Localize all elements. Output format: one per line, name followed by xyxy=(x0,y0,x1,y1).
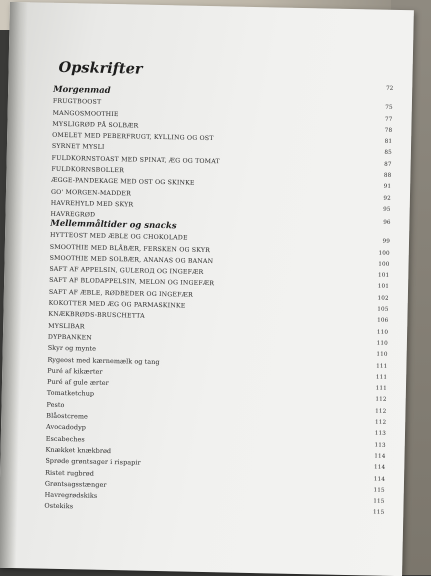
toc-row: DYPBANKEN 110 xyxy=(47,333,388,347)
toc-row: MANGOSMOOTHIE 77 xyxy=(52,109,393,123)
page-title: Opskrifter xyxy=(58,58,143,78)
toc-row: SMOOTHIE MED BLÅBÆR, FERSKEN OG SKYR 100 xyxy=(49,243,390,257)
toc-row: KOKOTTER MED ÆG OG PARMASKINKE 105 xyxy=(48,299,389,313)
toc-row: MYSLIGRØD PÅ SOLBÆR 78 xyxy=(52,120,393,134)
toc-row: HYTTEOST MED ÆBLE OG CHOKOLADE 99 xyxy=(50,232,391,246)
toc-row: ÆGGE-PANDEKAGE MED OST OG SKINKE 91 xyxy=(51,177,392,191)
toc-row: Sprøde grøntsager i rispapir 114 xyxy=(45,456,386,472)
book-page xyxy=(0,2,414,576)
toc-row: FRUGTBOOST 75 xyxy=(52,98,393,112)
section-heading: Morgenmad 72 xyxy=(53,84,394,96)
toc-row: Tomatketchup 112 xyxy=(46,389,387,404)
toc-row: HAVREHYLD MED SKYR 95 xyxy=(50,199,391,213)
toc-row: FULDKORNSTOAST MED SPINAT, ÆG OG TOMAT 87 xyxy=(51,154,392,168)
section-page-number: 96 xyxy=(383,219,391,226)
toc-row: Rygeost med kærnemælk og tang 111 xyxy=(47,355,388,370)
toc-row: SYRNET MYSLI 85 xyxy=(51,143,392,157)
toc-row: OMELET MED PEBERFRUGT, KYLLING OG OST 81 xyxy=(52,131,393,146)
section-page-number: 72 xyxy=(386,85,394,92)
toc-row: Avocadodyp 113 xyxy=(45,423,387,438)
toc-row: Escabeches 113 xyxy=(45,434,386,449)
toc-row: Ostekiks 115 xyxy=(44,502,385,517)
toc-row: Ristet rugbrød 114 xyxy=(45,468,386,483)
toc-row: KNÆKBRØDS-BRUSCHETTA 106 xyxy=(48,311,389,325)
toc-row: Blåostcreme 112 xyxy=(46,411,387,426)
section-morgenmad xyxy=(50,85,393,228)
toc-row: Knækket knækbrød 114 xyxy=(45,445,386,460)
toc-row: Grøntsagsstænger 115 xyxy=(44,479,385,494)
toc-row: HAVREGRØD xyxy=(50,210,96,219)
toc-row: FULDKORNSBOLLER 88 xyxy=(51,165,392,179)
toc-row: MYSLIBAR 110 xyxy=(48,322,389,336)
toc-row: Skyr og mynte 110 xyxy=(47,343,388,359)
toc-row: SAFT AF APPELSIN, GULERОД OG INGEFÆR 101 xyxy=(49,265,390,280)
toc-row: SAFT AF BLODAPPELSIN, MELON OG INGEFÆR 101 xyxy=(49,277,390,291)
section-heading: Mellemmåltider og snacks 96 xyxy=(50,218,391,232)
page-gutter-shadow xyxy=(0,2,28,568)
toc-row: SAFT AF ÆBLE, RØDBEDER OG INGEFÆR 102 xyxy=(48,288,389,302)
toc-row: Puré af gule ærter 111 xyxy=(46,377,388,392)
toc-row: SMOOTHIE MED SOLBÆR, ANANAS OG BANAN 100 xyxy=(49,254,390,268)
toc-row: Puré af kikærter 111 xyxy=(47,366,388,381)
toc-row: Pesto 112 xyxy=(46,400,387,415)
toc-row: GO' MORGEN-MADDER 92 xyxy=(50,188,391,202)
section-mellemmaaltider xyxy=(44,219,390,520)
toc-row: Havregrødskiks 115 xyxy=(44,490,385,505)
